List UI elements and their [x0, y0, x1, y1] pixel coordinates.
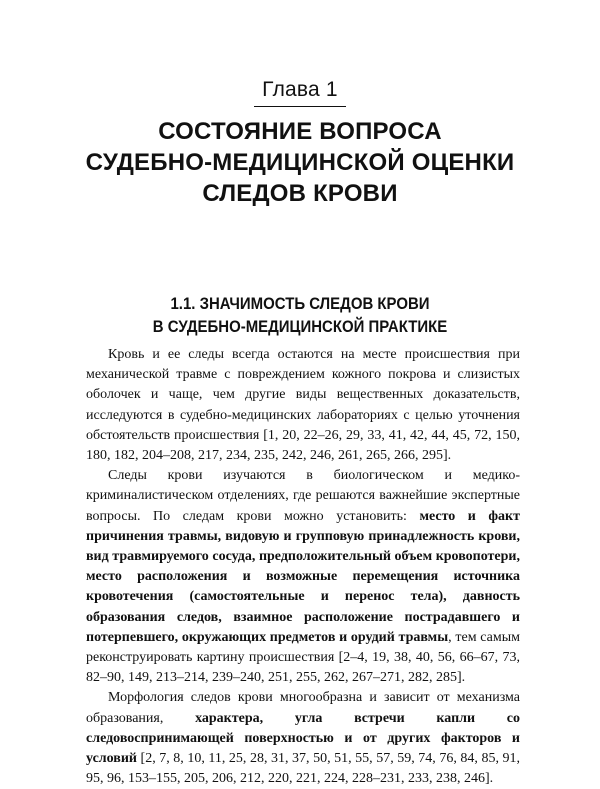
section-title-line: 1.1. ЗНАЧИМОСТЬ СЛЕДОВ КРОВИ: [170, 294, 430, 313]
chapter-title-line: СУДЕБНО-МЕДИЦИНСКОЙ ОЦЕНКИ: [85, 149, 515, 176]
section-title: [36, 292, 564, 338]
paragraph-2-intro: Следы крови изучаются в биологическом и медико-криминалистическом отделениях, где решаются важнейшие экспертные вопросы. По следам крови можно установить:: [86, 468, 520, 524]
paragraph-3-end: [2, 7, 8, 10, 11, 25, 28, 31, 37, 50, 51, 55, 57, 59, 74, 76, 84, 85, 91, 95, 96, 153–155, 205, 206, 212, 220, 221, 224, 228–231, 233, 238, 246].: [86, 751, 520, 787]
chapter-title-line: СЛЕДОВ КРОВИ: [202, 180, 398, 207]
paragraph-1: Кровь и ее следы всегда остаются на месте происшествия при механической травме с повреждением кожного покрова и слизистых оболочек и чаще, чем другие виды вещественных доказательств, исследуются в судебно-медицинских лабораториях с целью уточнения обстоятельств происшествия [1, 20, 22–26, 29, 33, 41, 42, 44, 45, 72, 150, 180, 182, 204–208, 217, 234, 235, 242, 246, 261, 265, 266, 295].: [86, 347, 520, 464]
chapter-title-line: СОСТОЯНИЕ ВОПРОСА: [158, 118, 442, 145]
paragraph-2-emphasis: место и факт причинения травмы, видовую и групповую принадлежность крови, вид травмируемого сосуда, предположительный объем кровопотери, место расположения и возможные перемещения источника кровотечения (самостоятельные и перенос тела), давность образования следов, взаимное расположение пострадавшего и потерпевшего, окружающих предметов и орудий травмы: [86, 508, 521, 645]
body-text: [86, 345, 520, 789]
paragraph-3-intro: Морфология следов крови многообразна и зависит от механизма образования,: [86, 690, 520, 726]
chapter-label-text: Глава 1: [254, 78, 346, 107]
chapter-title: [0, 116, 600, 209]
paragraph-3-emphasis: характера, угла встречи капли со следовоспринимающей поверхностью и от других факторов и условий: [86, 710, 520, 767]
chapter-label: [0, 78, 600, 107]
paragraph-3: [86, 688, 520, 789]
section-title-line: В СУДЕБНО-МЕДИЦИНСКОЙ ПРАКТИКЕ: [152, 317, 448, 336]
paragraph-2-end: , тем самым реконструировать картину происшествия [2–4, 19, 38, 40, 56, 66–67, 73, 82–90, 149, 213–214, 239–240, 251, 255, 262, 267–271, 282, 285].: [86, 629, 520, 686]
paragraph-2: [86, 466, 520, 688]
